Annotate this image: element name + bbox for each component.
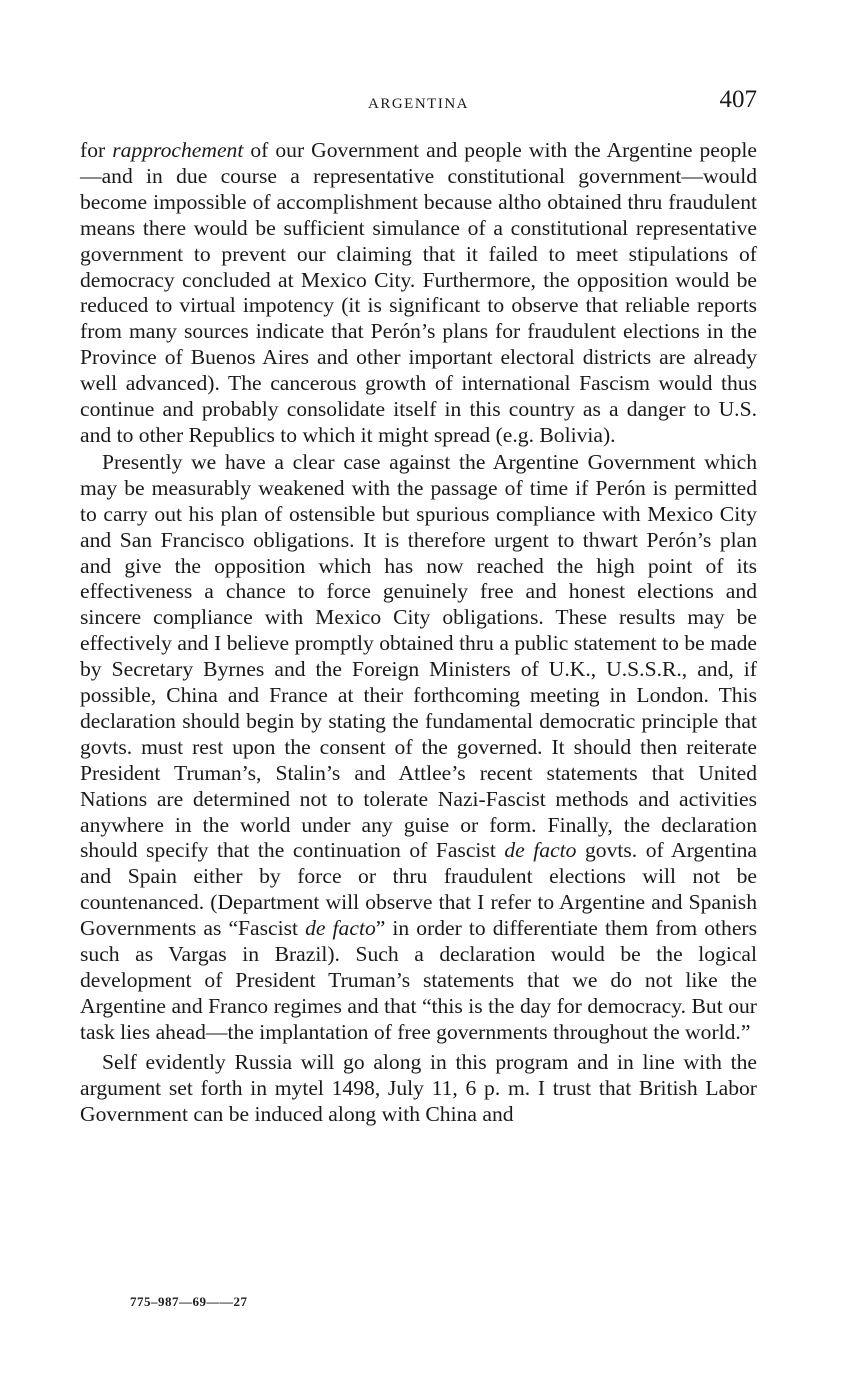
print-code-footer: 775–987—69——27	[130, 1294, 248, 1309]
italic-term: rapprochement	[112, 138, 244, 162]
text-run: govts. of Argentina and Spain either by force or thru fraudulent elections will not be countenanced. (Department will observe that I refer to Argentine and Spanish Governments as “Fascist	[80, 838, 757, 941]
text-run: Presently we have a clear case against the Argentine Government which may be measurably weakened with the passage of time if Perón is permitted to carry out his plan of ostensible but spurious compliance with Mexico City and San Francisco obligations. It is therefore urgent to thwart Perón’s plan and give the opposition which has now reached the high point of its effectiveness a chance to force genuinely free and honest elections and sincere compliance with Mexico City obligations. These results may be effectively and I believe promptly obtained thru a public statement to be made by Secretary Byrnes and the Foreign Ministers of U.K., U.S.S.R., and, if possible, China and France at their forthcoming meeting in London. This declaration should begin by stating the fundamental democratic principle that govts. must rest upon the consent of the governed. It should then reiterate President Truman’s, Stalin’s and Attlee’s recent statements that United Nations are determined not to tolerate Nazi-Fascist methods and activities anywhere in the world under any guise or form. Finally, the declaration should specify that the continuation of Fascist	[80, 449, 757, 863]
text-run: ” in order to differentiate them from others such as Vargas in Brazil). Such a declaration would be the logical development of President Truman’s statements that we do not like the Argentine and Franco regimes and that “this is the day for democracy. But our task lies ahead—the implantation of free governments throughout the world.”	[80, 916, 758, 1044]
paragraph-1	[80, 138, 757, 449]
paragraph-2	[80, 450, 757, 1046]
paragraph-3	[80, 1050, 757, 1128]
text-run: of our Government and people with the Argentine people—and in due course a representative constitutional government—would become impossible of accomplishment because altho obtained thru fraudulent means there would be sufficient simulance of a constitutional representative government to prevent our claiming that it failed to meet stipulations of democracy concluded at Mexico City. Furthermore, the opposition would be reduced to virtual impotency (it is significant to observe that reliable reports from many sources indicate that Perón’s plans for fraudulent elections in the Province of Buenos Aires and other important electoral districts are already well advanced). The cancerous growth of international Fascism would thus continue and probably consolidate itself in this country as a danger to U.S. and to other Republics to which it might spread (e.g. Bolivia).	[80, 138, 758, 447]
document-body	[80, 138, 757, 1127]
page-header	[80, 86, 757, 122]
italic-term: de facto	[305, 916, 376, 941]
text-run: Self evidently Russia will go along in this program and in line with the argument set forth in mytel 1498, July 11, 6 p. m. I trust that British Labor Government can be induced along with China and	[80, 1049, 757, 1126]
text-run: for	[80, 138, 113, 162]
running-title: ARGENTINA	[368, 96, 469, 112]
italic-term: de facto	[504, 838, 577, 863]
page-number: 407	[719, 86, 757, 113]
